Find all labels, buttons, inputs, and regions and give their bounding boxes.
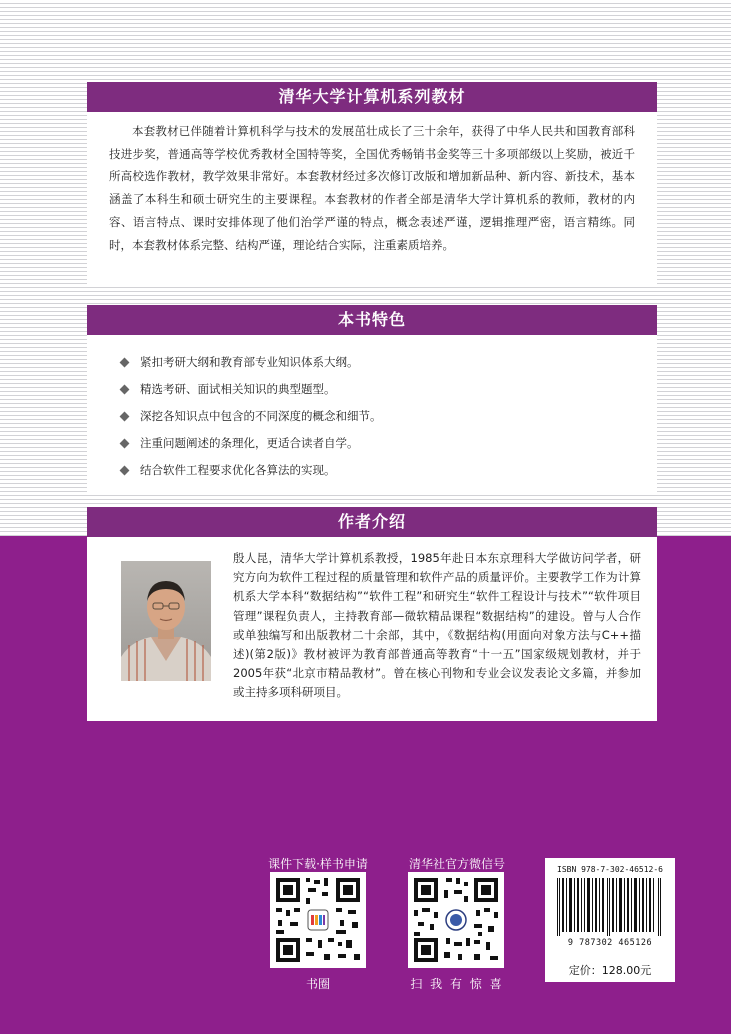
feature-text: 深挖各知识点中包含的不同深度的概念和细节。 [140,409,382,423]
features-list [87,335,657,484]
price-label: 定价： [568,964,602,977]
isbn-barcode [545,858,675,962]
series-section-panel [87,112,657,284]
diamond-bullet-icon [120,439,130,449]
feature-text: 紧扣考研大纲和教育部专业知识体系大纲。 [140,355,359,369]
qr-code-download[interactable] [270,872,366,968]
diamond-bullet-icon [120,385,130,395]
list-item [121,349,657,376]
diamond-bullet-icon [120,412,130,422]
diamond-bullet-icon [120,466,130,476]
list-item [121,376,657,403]
price-value: 128.00元 [601,964,652,977]
qr-wechat-label: 清华社官方微信号 [408,857,505,871]
list-item [121,430,657,457]
diamond-bullet-icon [120,358,130,368]
series-section-title: 清华大学计算机系列教材 [87,82,657,112]
qr-download-label: 课件下载·样书申请 [268,857,368,871]
qr-download-caption: 书圈 [305,977,330,991]
feature-text: 结合软件工程要求优化各算法的实现。 [140,463,336,477]
features-section-title: 本书特色 [87,305,657,335]
price-row [545,962,675,982]
qr-code-wechat[interactable] [408,872,504,968]
features-section-panel [87,335,657,493]
author-photo [121,561,211,681]
feature-text: 注重问题阐述的条理化，更适合读者自学。 [140,436,359,450]
barcode-digits: 9 787302 465126 [567,938,653,948]
list-item [121,457,657,484]
author-section-panel [87,537,657,721]
feature-text: 精选考研、面试相关知识的典型题型。 [140,382,336,396]
isbn-text: ISBN 978-7-302-46512-6 [557,865,663,874]
author-section-title: 作者介绍 [87,507,657,537]
list-item [121,403,657,430]
author-bio: 殷人昆，清华大学计算机系教授，1985年赴日本东京理科大学做访问学者，研究方向为软件工程过程的质量管理和软件产品的质量评价。主要教学工作为计算机系大学本科“数据结构”“软件工程”和研究生“软件工程设计与技术”“软件项目管理”课程负责人，主持教育部—微软精品课程“数据结构”的建设。曾与人合作或单独编写和出版教材二十余部，其中，《数据结构(用面向对象方法与C++描述)(第2版)》教材被评为教育部普通高等教育“十一五”国家级规划教材，并于2005年获“北京市精品教材”。曾在核心刊物和专业会议发表论文多篇，并参加或主持多项科研项目。 [233,551,641,700]
series-section-body: 本套教材已伴随着计算机科学与技术的发展茁壮成长了三十余年，获得了中华人民共和国教育部科技进步奖，普通高等学校优秀教材全国特等奖，全国优秀畅销书金奖等三十多项部级以上奖励，被近千所高校选作教材，教学效果非常好。本套教材经过多次修订改版和增加新品种、新内容、新技术，基本涵盖了本科生和硕士研究生的主要课程。本套教材的作者全部是清华大学计算机系的教师，教材的内容、语言特点、课时安排体现了他们治学严谨的特点，概念表述严谨，逻辑推理严密，语言精练。同时，本套教材体系完整、结构严谨，理论结合实际，注重素质培养。 [109,124,635,252]
qr-wechat-caption: 扫 我 有 惊 喜 [410,977,504,991]
